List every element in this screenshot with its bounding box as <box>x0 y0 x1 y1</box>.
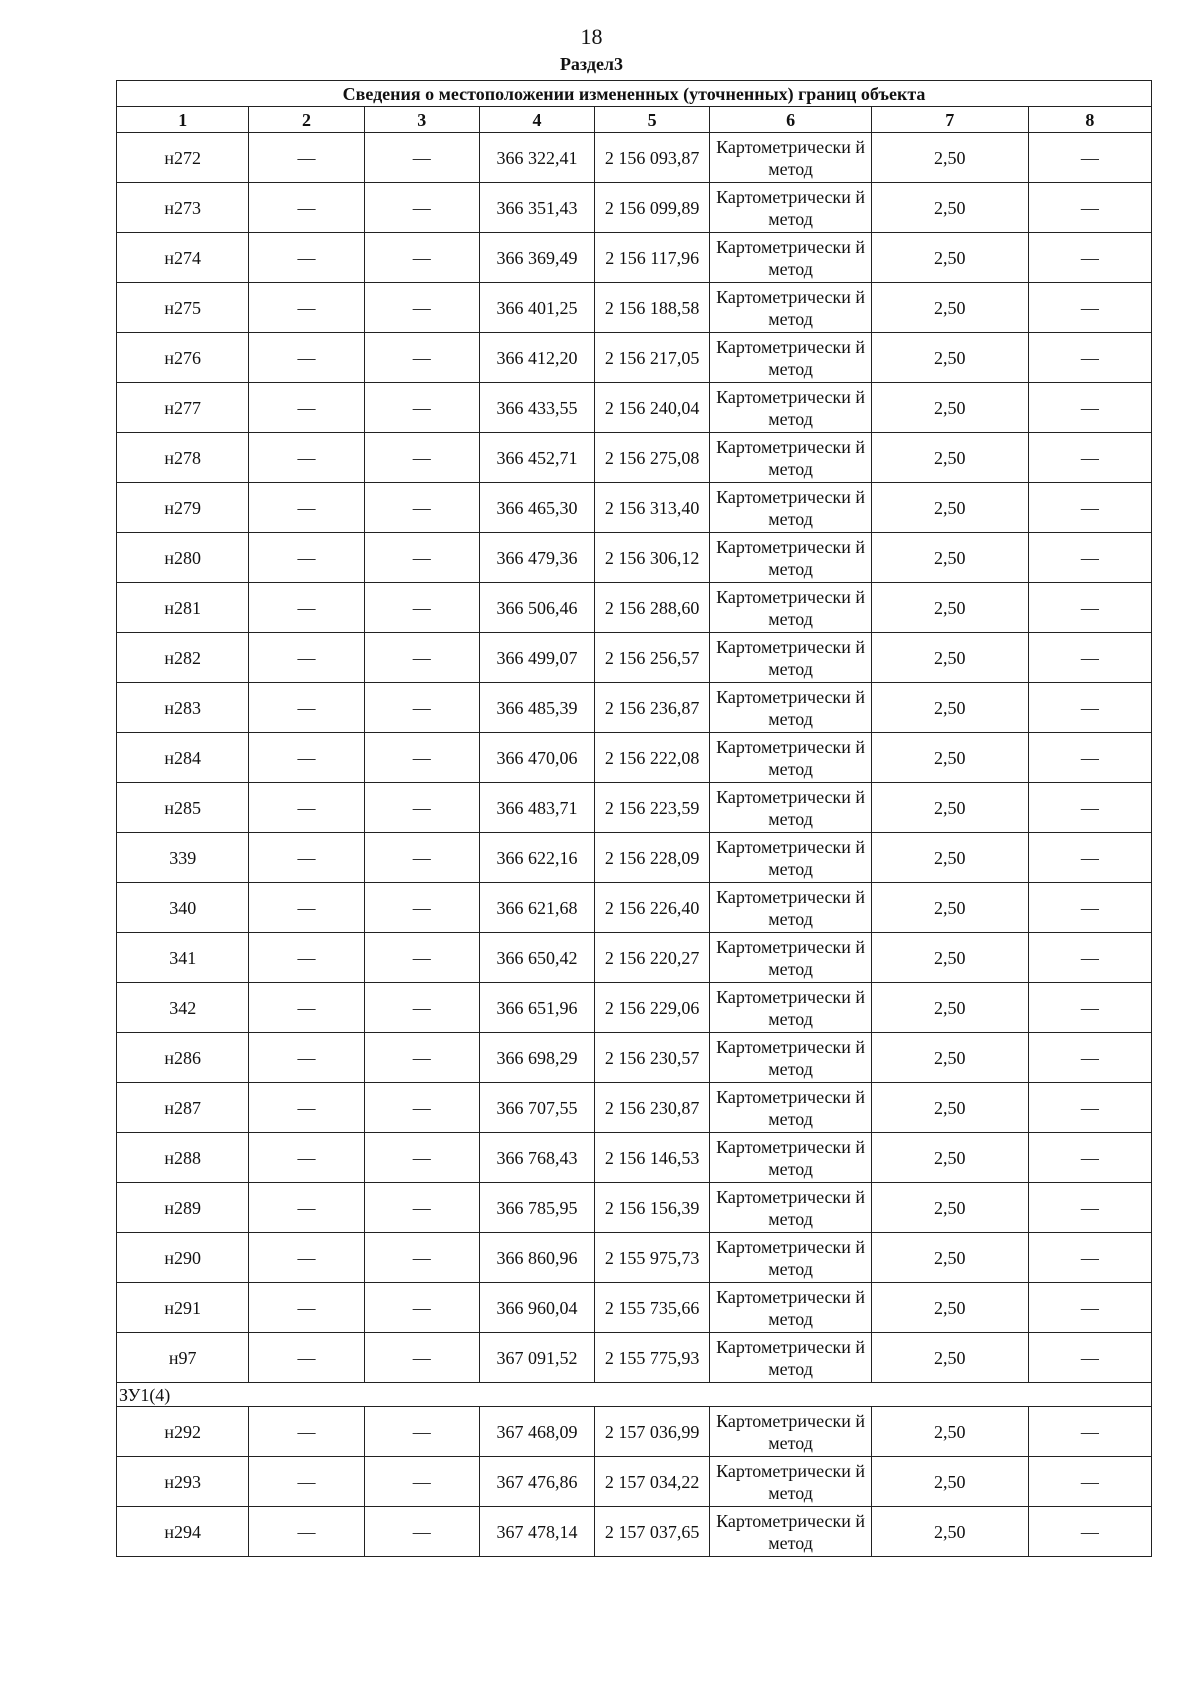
x-coordinate-cell: 366 479,36 <box>479 533 594 583</box>
accuracy-cell: 2,50 <box>871 633 1028 683</box>
table-row <box>117 1183 1152 1233</box>
point-number-cell: н292 <box>117 1407 249 1457</box>
col2-cell: — <box>249 233 364 283</box>
col3-cell: — <box>364 1083 479 1133</box>
y-coordinate-cell: 2 157 037,65 <box>595 1507 710 1557</box>
col8-cell: — <box>1028 483 1151 533</box>
x-coordinate-cell: 366 499,07 <box>479 633 594 683</box>
accuracy-cell: 2,50 <box>871 1083 1028 1133</box>
group-row <box>117 1383 1152 1407</box>
x-coordinate-cell: 366 452,71 <box>479 433 594 483</box>
point-number-cell: н281 <box>117 583 249 633</box>
col2-cell: — <box>249 733 364 783</box>
method-cell: Картометрически й метод <box>710 1133 872 1183</box>
point-number-cell: н282 <box>117 633 249 683</box>
col8-cell: — <box>1028 383 1151 433</box>
table-row <box>117 183 1152 233</box>
col8-cell: — <box>1028 1083 1151 1133</box>
y-coordinate-cell: 2 155 975,73 <box>595 1233 710 1283</box>
col8-cell: — <box>1028 733 1151 783</box>
point-number-cell: н285 <box>117 783 249 833</box>
method-cell: Картометрически й метод <box>710 283 872 333</box>
x-coordinate-cell: 366 351,43 <box>479 183 594 233</box>
accuracy-cell: 2,50 <box>871 383 1028 433</box>
y-coordinate-cell: 2 156 313,40 <box>595 483 710 533</box>
col8-cell: — <box>1028 633 1151 683</box>
accuracy-cell: 2,50 <box>871 433 1028 483</box>
y-coordinate-cell: 2 156 230,57 <box>595 1033 710 1083</box>
y-coordinate-cell: 2 156 236,87 <box>595 683 710 733</box>
y-coordinate-cell: 2 156 226,40 <box>595 883 710 933</box>
x-coordinate-cell: 366 433,55 <box>479 383 594 433</box>
y-coordinate-cell: 2 156 188,58 <box>595 283 710 333</box>
table-row <box>117 433 1152 483</box>
x-coordinate-cell: 366 369,49 <box>479 233 594 283</box>
y-coordinate-cell: 2 155 735,66 <box>595 1283 710 1333</box>
accuracy-cell: 2,50 <box>871 683 1028 733</box>
col3-cell: — <box>364 483 479 533</box>
table-row <box>117 333 1152 383</box>
accuracy-cell: 2,50 <box>871 1457 1028 1507</box>
col3-cell: — <box>364 683 479 733</box>
col3-cell: — <box>364 1407 479 1457</box>
accuracy-cell: 2,50 <box>871 983 1028 1033</box>
point-number-cell: н273 <box>117 183 249 233</box>
col8-cell: — <box>1028 583 1151 633</box>
y-coordinate-cell: 2 156 229,06 <box>595 983 710 1033</box>
col2-cell: — <box>249 1407 364 1457</box>
y-coordinate-cell: 2 156 156,39 <box>595 1183 710 1233</box>
table-row <box>117 1283 1152 1333</box>
point-number-cell: н289 <box>117 1183 249 1233</box>
point-number-cell: н286 <box>117 1033 249 1083</box>
col8-cell: — <box>1028 1407 1151 1457</box>
point-number-cell: 340 <box>117 883 249 933</box>
col8-cell: — <box>1028 233 1151 283</box>
y-coordinate-cell: 2 156 228,09 <box>595 833 710 883</box>
y-coordinate-cell: 2 156 222,08 <box>595 733 710 783</box>
col8-cell: — <box>1028 833 1151 883</box>
point-number-cell: н280 <box>117 533 249 583</box>
col2-cell: — <box>249 933 364 983</box>
accuracy-cell: 2,50 <box>871 733 1028 783</box>
table-row <box>117 983 1152 1033</box>
table-row <box>117 633 1152 683</box>
table-row <box>117 1133 1152 1183</box>
point-number-cell: 342 <box>117 983 249 1033</box>
table-row <box>117 683 1152 733</box>
method-cell: Картометрически й метод <box>710 1283 872 1333</box>
x-coordinate-cell: 366 322,41 <box>479 133 594 183</box>
method-cell: Картометрически й метод <box>710 983 872 1033</box>
table-row <box>117 483 1152 533</box>
accuracy-cell: 2,50 <box>871 833 1028 883</box>
table-row <box>117 583 1152 633</box>
col8-cell: — <box>1028 433 1151 483</box>
column-number: 1 <box>117 107 249 133</box>
accuracy-cell: 2,50 <box>871 1133 1028 1183</box>
point-number-cell: н290 <box>117 1233 249 1283</box>
table-row <box>117 383 1152 433</box>
table-row <box>117 133 1152 183</box>
table-row <box>117 1507 1152 1557</box>
point-number-cell: н277 <box>117 383 249 433</box>
table-row <box>117 933 1152 983</box>
col2-cell: — <box>249 783 364 833</box>
accuracy-cell: 2,50 <box>871 183 1028 233</box>
accuracy-cell: 2,50 <box>871 933 1028 983</box>
col2-cell: — <box>249 433 364 483</box>
column-number-row <box>117 107 1152 133</box>
col8-cell: — <box>1028 983 1151 1033</box>
method-cell: Картометрически й метод <box>710 783 872 833</box>
x-coordinate-cell: 366 785,95 <box>479 1183 594 1233</box>
method-cell: Картометрически й метод <box>710 1183 872 1233</box>
col3-cell: — <box>364 1183 479 1233</box>
y-coordinate-cell: 2 156 117,96 <box>595 233 710 283</box>
method-cell: Картометрически й метод <box>710 1083 872 1133</box>
accuracy-cell: 2,50 <box>871 333 1028 383</box>
col8-cell: — <box>1028 1283 1151 1333</box>
accuracy-cell: 2,50 <box>871 783 1028 833</box>
x-coordinate-cell: 366 401,25 <box>479 283 594 333</box>
y-coordinate-cell: 2 155 775,93 <box>595 1333 710 1383</box>
accuracy-cell: 2,50 <box>871 533 1028 583</box>
method-cell: Картометрически й метод <box>710 333 872 383</box>
col3-cell: — <box>364 983 479 1033</box>
col2-cell: — <box>249 583 364 633</box>
accuracy-cell: 2,50 <box>871 1507 1028 1557</box>
accuracy-cell: 2,50 <box>871 133 1028 183</box>
x-coordinate-cell: 367 468,09 <box>479 1407 594 1457</box>
y-coordinate-cell: 2 156 217,05 <box>595 333 710 383</box>
accuracy-cell: 2,50 <box>871 1183 1028 1233</box>
x-coordinate-cell: 366 698,29 <box>479 1033 594 1083</box>
x-coordinate-cell: 366 506,46 <box>479 583 594 633</box>
col2-cell: — <box>249 483 364 533</box>
column-number: 3 <box>364 107 479 133</box>
column-number: 7 <box>871 107 1028 133</box>
col2-cell: — <box>249 833 364 883</box>
col3-cell: — <box>364 1233 479 1283</box>
column-number: 4 <box>479 107 594 133</box>
col2-cell: — <box>249 983 364 1033</box>
x-coordinate-cell: 366 412,20 <box>479 333 594 383</box>
col8-cell: — <box>1028 1133 1151 1183</box>
col2-cell: — <box>249 1133 364 1183</box>
accuracy-cell: 2,50 <box>871 483 1028 533</box>
col2-cell: — <box>249 1333 364 1383</box>
point-number-cell: н272 <box>117 133 249 183</box>
method-cell: Картометрически й метод <box>710 733 872 783</box>
point-number-cell: 339 <box>117 833 249 883</box>
col3-cell: — <box>364 533 479 583</box>
col8-cell: — <box>1028 183 1151 233</box>
col2-cell: — <box>249 683 364 733</box>
col8-cell: — <box>1028 1333 1151 1383</box>
col3-cell: — <box>364 1283 479 1333</box>
table-row <box>117 1407 1152 1457</box>
col3-cell: — <box>364 633 479 683</box>
col8-cell: — <box>1028 1233 1151 1283</box>
table-row <box>117 283 1152 333</box>
point-number-cell: н293 <box>117 1457 249 1507</box>
accuracy-cell: 2,50 <box>871 883 1028 933</box>
col2-cell: — <box>249 1083 364 1133</box>
col3-cell: — <box>364 833 479 883</box>
x-coordinate-cell: 366 621,68 <box>479 883 594 933</box>
col2-cell: — <box>249 533 364 583</box>
col3-cell: — <box>364 283 479 333</box>
method-cell: Картометрически й метод <box>710 383 872 433</box>
col2-cell: — <box>249 283 364 333</box>
col2-cell: — <box>249 633 364 683</box>
x-coordinate-cell: 367 476,86 <box>479 1457 594 1507</box>
method-cell: Картометрически й метод <box>710 483 872 533</box>
col8-cell: — <box>1028 883 1151 933</box>
table-caption: Сведения о местоположении измененных (уточненных) границ объекта <box>117 81 1152 107</box>
x-coordinate-cell: 366 485,39 <box>479 683 594 733</box>
x-coordinate-cell: 366 622,16 <box>479 833 594 883</box>
col8-cell: — <box>1028 133 1151 183</box>
col8-cell: — <box>1028 1033 1151 1083</box>
col3-cell: — <box>364 133 479 183</box>
table-row <box>117 883 1152 933</box>
col8-cell: — <box>1028 783 1151 833</box>
point-number-cell: н97 <box>117 1333 249 1383</box>
method-cell: Картометрически й метод <box>710 233 872 283</box>
y-coordinate-cell: 2 156 306,12 <box>595 533 710 583</box>
x-coordinate-cell: 366 860,96 <box>479 1233 594 1283</box>
col8-cell: — <box>1028 1183 1151 1233</box>
method-cell: Картометрически й метод <box>710 583 872 633</box>
table-row <box>117 1033 1152 1083</box>
col2-cell: — <box>249 1507 364 1557</box>
y-coordinate-cell: 2 157 034,22 <box>595 1457 710 1507</box>
col2-cell: — <box>249 1033 364 1083</box>
column-number: 5 <box>595 107 710 133</box>
table-row <box>117 833 1152 883</box>
method-cell: Картометрически й метод <box>710 1457 872 1507</box>
table-row <box>117 1083 1152 1133</box>
table-row <box>117 1457 1152 1507</box>
col8-cell: — <box>1028 1457 1151 1507</box>
col3-cell: — <box>364 433 479 483</box>
col3-cell: — <box>364 1333 479 1383</box>
accuracy-cell: 2,50 <box>871 1283 1028 1333</box>
accuracy-cell: 2,50 <box>871 1033 1028 1083</box>
x-coordinate-cell: 366 651,96 <box>479 983 594 1033</box>
col3-cell: — <box>364 933 479 983</box>
point-number-cell: н275 <box>117 283 249 333</box>
group-label: ЗУ1(4) <box>117 1383 1152 1407</box>
method-cell: Картометрически й метод <box>710 883 872 933</box>
y-coordinate-cell: 2 156 275,08 <box>595 433 710 483</box>
x-coordinate-cell: 366 470,06 <box>479 733 594 783</box>
col3-cell: — <box>364 883 479 933</box>
col2-cell: — <box>249 383 364 433</box>
col3-cell: — <box>364 1507 479 1557</box>
col3-cell: — <box>364 383 479 433</box>
y-coordinate-cell: 2 156 093,87 <box>595 133 710 183</box>
y-coordinate-cell: 2 156 220,27 <box>595 933 710 983</box>
col3-cell: — <box>364 783 479 833</box>
col2-cell: — <box>249 1233 364 1283</box>
method-cell: Картометрически й метод <box>710 1333 872 1383</box>
table-body <box>117 81 1152 1557</box>
point-number-cell: н294 <box>117 1507 249 1557</box>
method-cell: Картометрически й метод <box>710 1407 872 1457</box>
y-coordinate-cell: 2 156 146,53 <box>595 1133 710 1183</box>
col3-cell: — <box>364 233 479 283</box>
method-cell: Картометрически й метод <box>710 933 872 983</box>
coordinates-table <box>116 80 1152 1557</box>
x-coordinate-cell: 366 465,30 <box>479 483 594 533</box>
accuracy-cell: 2,50 <box>871 233 1028 283</box>
col2-cell: — <box>249 133 364 183</box>
col2-cell: — <box>249 1457 364 1507</box>
y-coordinate-cell: 2 156 240,04 <box>595 383 710 433</box>
method-cell: Картометрически й метод <box>710 633 872 683</box>
table-row <box>117 1233 1152 1283</box>
table-row <box>117 1333 1152 1383</box>
point-number-cell: н274 <box>117 233 249 283</box>
accuracy-cell: 2,50 <box>871 1407 1028 1457</box>
y-coordinate-cell: 2 156 288,60 <box>595 583 710 633</box>
col3-cell: — <box>364 1033 479 1083</box>
column-number: 8 <box>1028 107 1151 133</box>
table-row <box>117 233 1152 283</box>
column-number: 2 <box>249 107 364 133</box>
table-row <box>117 783 1152 833</box>
x-coordinate-cell: 366 483,71 <box>479 783 594 833</box>
point-number-cell: н287 <box>117 1083 249 1133</box>
col3-cell: — <box>364 583 479 633</box>
page-number: 18 <box>580 24 603 49</box>
col8-cell: — <box>1028 1507 1151 1557</box>
point-number-cell: н278 <box>117 433 249 483</box>
point-number-cell: 341 <box>117 933 249 983</box>
table-row <box>117 733 1152 783</box>
method-cell: Картометрически й метод <box>710 533 872 583</box>
column-number: 6 <box>710 107 872 133</box>
method-cell: Картометрически й метод <box>710 133 872 183</box>
accuracy-cell: 2,50 <box>871 1233 1028 1283</box>
col2-cell: — <box>249 333 364 383</box>
method-cell: Картометрически й метод <box>710 833 872 883</box>
y-coordinate-cell: 2 157 036,99 <box>595 1407 710 1457</box>
point-number-cell: н288 <box>117 1133 249 1183</box>
col2-cell: — <box>249 183 364 233</box>
col8-cell: — <box>1028 933 1151 983</box>
x-coordinate-cell: 366 960,04 <box>479 1283 594 1333</box>
col3-cell: — <box>364 1133 479 1183</box>
table-caption-row <box>117 81 1152 107</box>
y-coordinate-cell: 2 156 230,87 <box>595 1083 710 1133</box>
point-number-cell: н291 <box>117 1283 249 1333</box>
x-coordinate-cell: 366 768,43 <box>479 1133 594 1183</box>
method-cell: Картометрически й метод <box>710 1033 872 1083</box>
x-coordinate-cell: 366 650,42 <box>479 933 594 983</box>
col3-cell: — <box>364 733 479 783</box>
accuracy-cell: 2,50 <box>871 283 1028 333</box>
y-coordinate-cell: 2 156 223,59 <box>595 783 710 833</box>
y-coordinate-cell: 2 156 256,57 <box>595 633 710 683</box>
method-cell: Картометрически й метод <box>710 1233 872 1283</box>
point-number-cell: н284 <box>117 733 249 783</box>
col3-cell: — <box>364 333 479 383</box>
y-coordinate-cell: 2 156 099,89 <box>595 183 710 233</box>
col3-cell: — <box>364 183 479 233</box>
x-coordinate-cell: 367 478,14 <box>479 1507 594 1557</box>
method-cell: Картометрически й метод <box>710 183 872 233</box>
point-number-cell: н283 <box>117 683 249 733</box>
point-number-cell: н276 <box>117 333 249 383</box>
x-coordinate-cell: 366 707,55 <box>479 1083 594 1133</box>
method-cell: Картометрически й метод <box>710 433 872 483</box>
col8-cell: — <box>1028 333 1151 383</box>
accuracy-cell: 2,50 <box>871 1333 1028 1383</box>
table-row <box>117 533 1152 583</box>
col8-cell: — <box>1028 283 1151 333</box>
accuracy-cell: 2,50 <box>871 583 1028 633</box>
col2-cell: — <box>249 883 364 933</box>
method-cell: Картометрически й метод <box>710 1507 872 1557</box>
x-coordinate-cell: 367 091,52 <box>479 1333 594 1383</box>
col2-cell: — <box>249 1283 364 1333</box>
col3-cell: — <box>364 1457 479 1507</box>
point-number-cell: н279 <box>117 483 249 533</box>
col2-cell: — <box>249 1183 364 1233</box>
col8-cell: — <box>1028 533 1151 583</box>
section-title: Раздел3 <box>559 54 624 74</box>
method-cell: Картометрически й метод <box>710 683 872 733</box>
col8-cell: — <box>1028 683 1151 733</box>
